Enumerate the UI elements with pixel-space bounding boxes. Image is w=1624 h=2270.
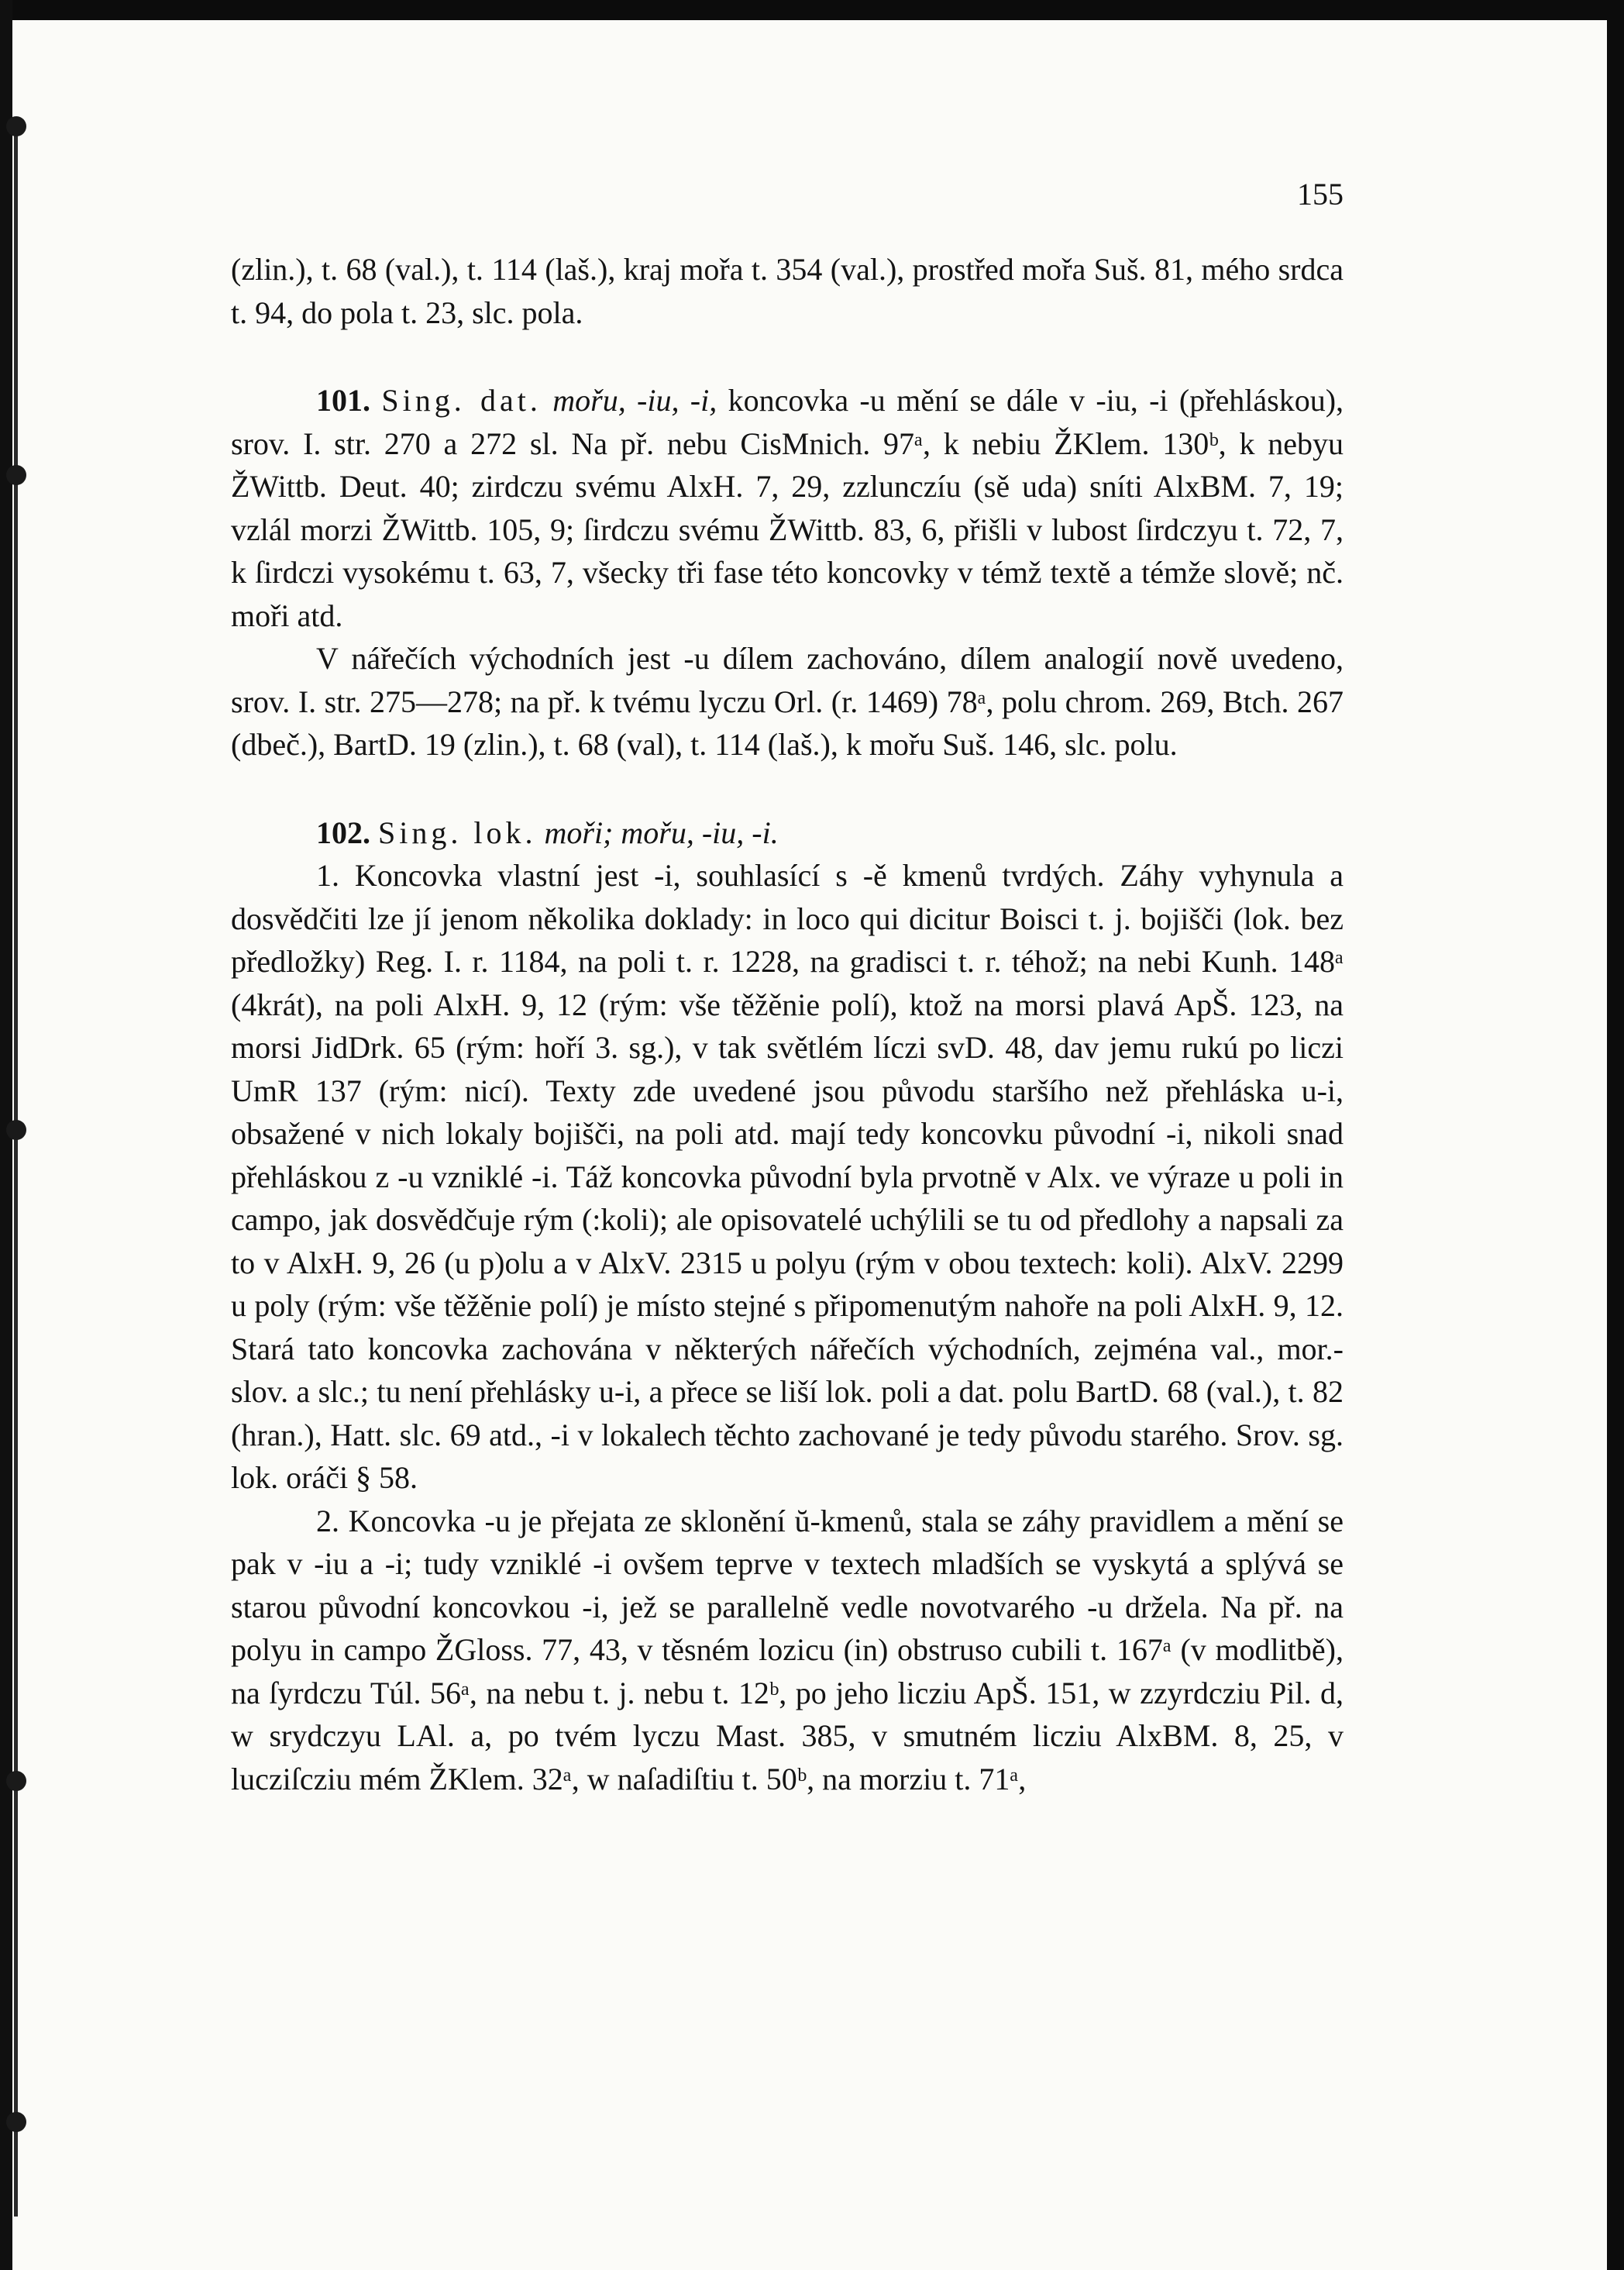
section-number: 102.	[316, 815, 370, 850]
binding-mark	[6, 116, 26, 136]
binding-mark	[6, 2112, 26, 2132]
section-forms: moři; mořu, -iu, -i.	[544, 815, 779, 850]
binding-mark	[6, 465, 26, 485]
binding-mark	[6, 1771, 26, 1791]
section-number: 101.	[316, 383, 370, 418]
body-text	[231, 248, 1344, 1800]
page-number: 155	[1297, 177, 1344, 212]
binding-mark	[6, 1120, 26, 1140]
continuation-paragraph: (zlin.), t. 68 (val.), t. 114 (laš.), kraj mořa t. 354 (val.), prostřed mořa Suš. 81, mého srdca t. 94, do pola t. 23, slc. pola.	[231, 252, 1344, 330]
scan-border-top	[0, 0, 1624, 20]
section-102-paragraph-1: 1. Koncovka vlastní jest -i, souhlasící s -ě kmenů tvrdých. Záhy vyhynula a dosvědčiti lze jí jenom několika doklady: in loco qui dicitur Boisci t. j. bojišči (lok. bez předložky) Reg. I. r. 1184, na poli t. r. 1228, na gradisci t. r. téhož; na nebi Kunh. 148ᵃ (4krát), na poli AlxH. 9, 12 (rým: vše těžěnie polí), ktož na morsi plavá ApŠ. 123, na morsi JidDrk. 65 (rým: hoří 3. sg.), v tak světlém líczi svD. 48, dav jemu rukú po liczi UmR 137 (rým: nicí). Texty zde uvedené jsou původu staršího než přehláska u-i, obsažené v nich lokaly bojišči, na poli atd. mají tedy koncovku původní -i, nikoli snad přehláskou z -u vzniklé -i. Táž koncovka původní byla prvotně v Alx. ve výraze u poli in campo, jak dosvědčuje rým (:koli); ale opisovatelé uchýlili se tu od předlohy a napsali za to v AlxH. 9, 26 (u p)olu a v AlxV. 2315 u polyu (rým v obou textech: koli). AlxV. 2299 u poly (rým: vše těžěnie polí) je místo stejné s připomenutým nahoře na poli AlxH. 9, 12. Stará tato koncovka zachována v některých nářečích východních, zejména val., mor.-slov. a slc.; tu není přehlásky u-i, a přece se liší lok. poli a dat. polu BartD. 68 (val.), t. 82 (hran.), Hatt. slc. 69 atd., -i v lokalech těchto zachované je tedy původu starého. Srov. sg. lok. oráči § 58.	[231, 858, 1344, 1495]
section-102-paragraph-2: 2. Koncovka -u je přejata ze sklonění ŭ-kmenů, stala se záhy pravidlem a mění se pak v -iu a -i; tudy vzniklé -i ovšem teprve v textech mladších se vyskytá a splývá se starou původní koncovkou -i, jež se parallelně vedle novotvarého -u držela. Na př. na polyu in campo ŽGloss. 77, 43, v těsném lozicu (in) obstruso cubili t. 167ᵃ (v modlitbě), na ſyrdczu Túl. 56ᵃ, na nebu t. j. nebu t. 12ᵇ, po jeho licziu ApŠ. 151, w zzyrdcziu Pil. d, w srydczyu LAl. a, po tvém lyczu Mast. 385, v smutném licziu AlxBM. 8, 25, v lucziſcziu mém ŽKlem. 32ᵃ, w naſadiſtiu t. 50ᵇ, na morziu t. 71ᵃ,	[231, 1503, 1344, 1796]
section-forms: mořu, -iu, -i,	[552, 383, 717, 418]
section-102	[231, 811, 1344, 855]
section-101	[231, 379, 1344, 637]
section-101-paragraph: V nářečích východních jest -u dílem zachováno, dílem analogií nově uvedeno, srov. I. str. 275—278; na př. k tvému lyczu Orl. (r. 1469) 78ᵃ, polu chrom. 269, Btch. 267 (dbeč.), BartD. 19 (zlin.), t. 68 (val), t. 114 (laš.), k mořu Suš. 146, slc. polu.	[231, 641, 1344, 762]
scan-border-right	[1607, 0, 1624, 2270]
section-text: koncovka -u mění se dále v -iu, -i (přehláskou), srov. I. str. 270 a 272 sl. Na př. nebu CisMnich. 97ᵃ, k nebiu ŽKlem. 130ᵇ, k nebyu ŽWittb. Deut. 40; zirdczu svému AlxH. 7, 29, zzlunczíu (sě uda) sníti AlxBM. 7, 19; vzlál morzi ŽWittb. 105, 9; ſirdczu svému ŽWittb. 83, 6, přišli v lubost ſirdczyu t. 72, 7, k ſirdczi vysokému t. 63, 7, všecky tři fase této koncovky v témž textě a témže slově; nč. moři atd.	[231, 383, 1344, 633]
section-case: Sing. dat.	[381, 383, 542, 418]
section-case: Sing. lok.	[378, 815, 537, 850]
binding-edge	[14, 124, 18, 2217]
